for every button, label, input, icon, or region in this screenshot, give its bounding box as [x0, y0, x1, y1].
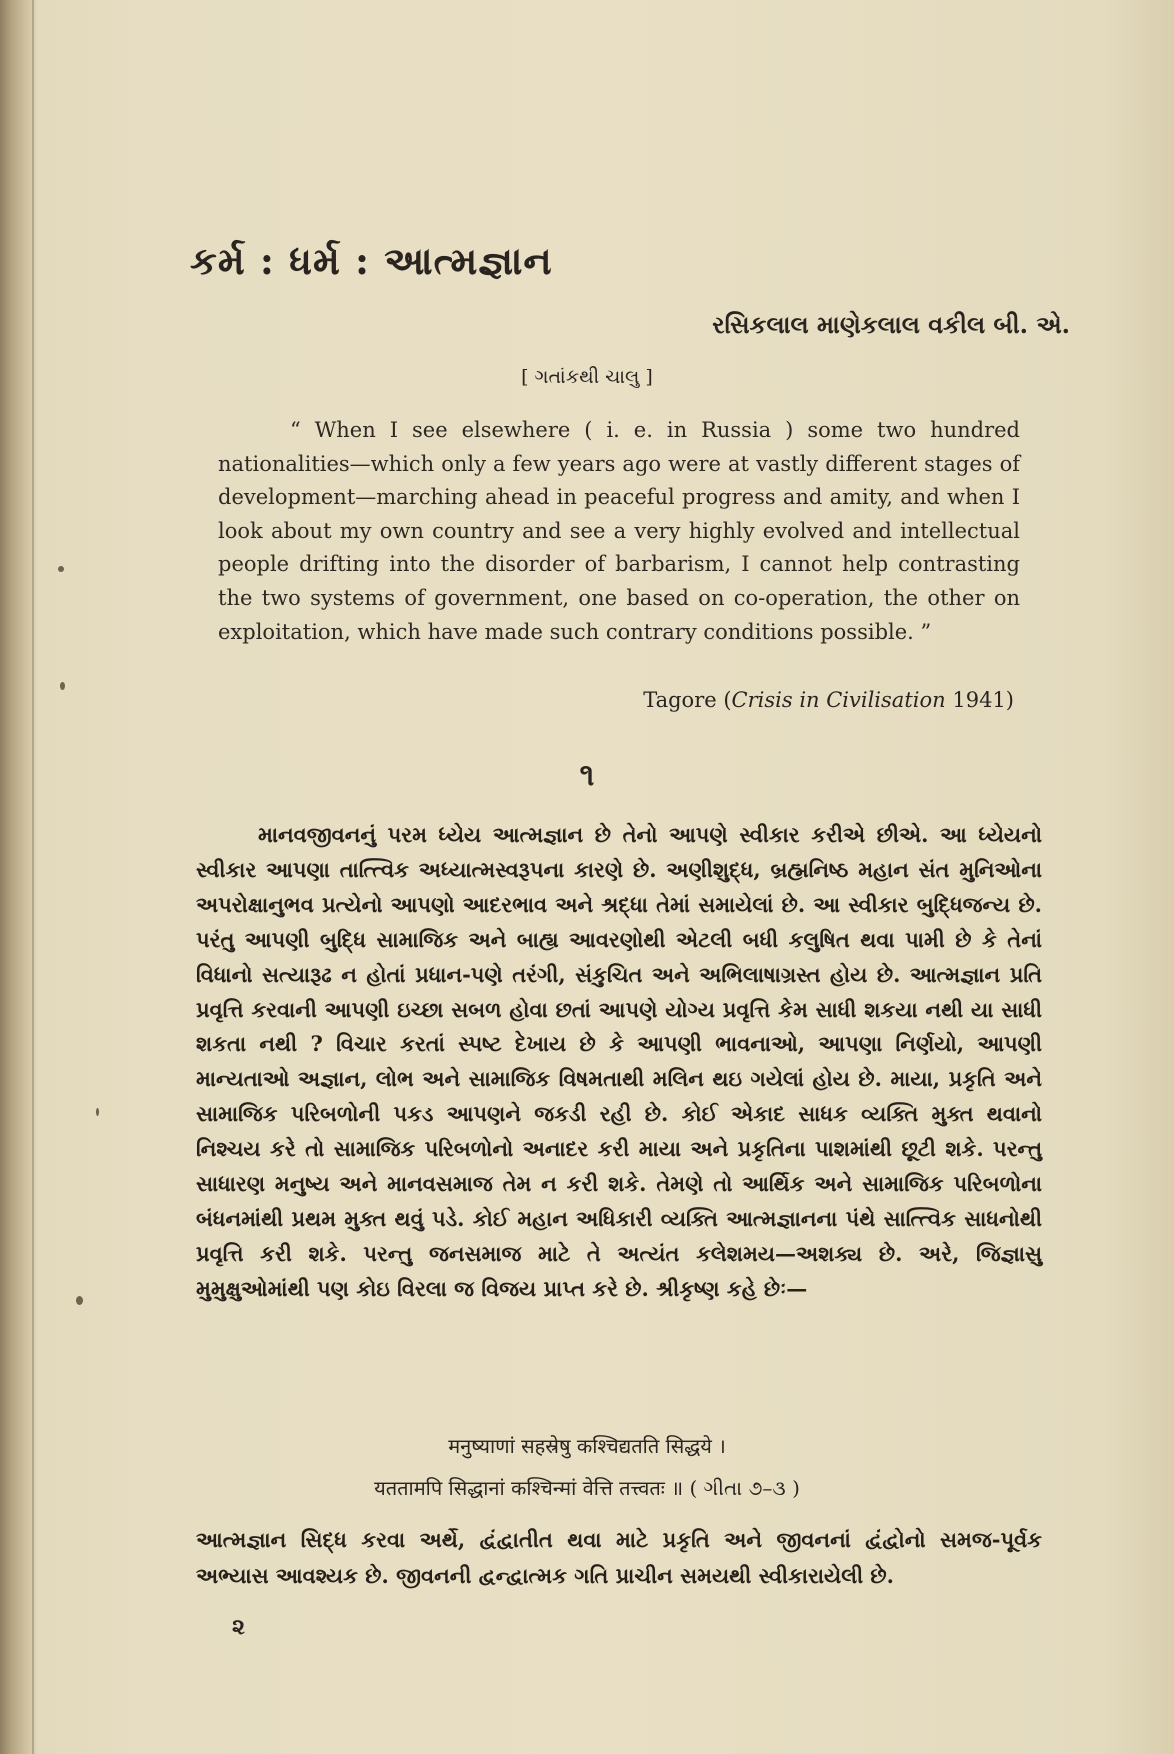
article-title: કર્મ : ધર્મ : આત્મજ્ઞાન [190, 238, 553, 283]
article-author: રસિકલાલ માણેકલાલ વકીલ બી. એ. [712, 310, 1070, 339]
paper-speck [58, 566, 64, 572]
paper-speck [96, 1108, 99, 1116]
epigraph-quote: “ When I see elsewhere ( i. e. in Russia ) some two hundred nationalities—which only a few years ago were at vastly different stages of development—marching ahead in peaceful progress and amity, and when I look about my own country and see a very highly evolved and intellectual people drifting into the disorder of barbarism, I cannot help contrasting the two systems of government, one based on co-operation, the other on exploitation, which have made such contrary conditions possible. ” [218, 418, 1020, 644]
page-number: ૨ [232, 1614, 245, 1640]
paper-speck [76, 1296, 83, 1305]
body-paragraph: આત્મજ્ઞાન સિદ્ધ કરવા અર્થે, દ્વંદ્વાતીત થવા માટે પ્રકૃતિ અને જીવનનાં દ્વંદ્વોનો સમજ-પૂર્વક અભ્યાસ આવશ્યક છે. જીવનની દ્વન્દ્વાત્મક ગતિ પ્રાચીન સમયથી સ્વીકારાયેલી છે. [196, 1527, 1042, 1588]
paper-speck [60, 682, 65, 690]
continued-note: [ ગતાંકથી ચાલુ ] [521, 366, 653, 388]
body-paragraph: માનવજીવનનું પરમ ધ્યેય આત્મજ્ઞાન છે તેનો આપણે સ્વીકાર કરીએ છીએ. આ ધ્યેયનો સ્વીકાર આપણા તાત્ત્વિક અધ્યાત્મસ્વરૂપના કારણે છે. અણીશુદ્ધ, બ્રહ્મનિષ્ઠ મહાન સંત મુનિઓના અપરોક્ષાનુભવ પ્રત્યેનો આપણો આદરભાવ અને શ્રદ્ધા તેમાં સમાયેલાં છે. આ સ્વીકાર બુદ્ધિજન્ય છે. પરંતુ આપણી બુદ્ધિ સામાજિક અને બાહ્ય આવરણોથી એટલી બધી કલુષિત થવા પામી છે કે તેનાં વિધાનો સત્યારૂઢ ન હોતાં પ્રધાન-પણે તરંગી, સંકુચિત અને અભિલાષાગ્રસ્ત હોય છે. આત્મજ્ઞાન પ્રતિ પ્રવૃત્તિ કરવાની આપણી ઇચ્છા સબળ હોવા છતાં આપણે યોગ્ય પ્રવૃત્તિ કેમ સાધી શકયા નથી યા સાધી શકતા નથી ? વિચાર કરતાં સ્પષ્ટ દેખાય છે કે આપણી ભાવનાઓ, આપણા નિર્ણયો, આપણી માન્યતાઓ અજ્ઞાન, લોભ અને સામાજિક વિષમતાથી મલિન થઇ ગયેલાં હોય છે. માયા, પ્રકૃતિ અને સામાજિક પરિબળોની પકડ આપણને જકડી રહી છે. કોઈ એકાદ સાધક વ્યક્તિ મુક્ત થવાનો નિશ્ચય કરે તો સામાજિક પરિબળોનો અનાદર કરી માયા અને પ્રકૃતિના પાશમાંથી છૂટી શકે. પરન્તુ સાધારણ મનુષ્ય અને માનવસમાજ તેમ ન કરી શકે. તેમણે તો આર્થિક અને સામાજિક પરિબળોના બંધનમાંથી પ્રથમ મુક્ત થવું પડે. કોઈ મહાન અધિકારી વ્યક્તિ આત્મજ્ઞાનના પંથે સાત્ત્વિક સાધનોથી પ્રવૃત્તિ કરી શકે. પરન્તુ જનસમાજ માટે તે અત્યંત કલેશમય—અશક્ય છે. અરે, જિજ્ઞાસુ મુમુક્ષુઓમાંથી પણ કોઇ વિરલા જ વિજય પ્રાપ્ત કરે છે. શ્રીકૃષ્ણ કહે છેઃ— [196, 822, 1042, 1301]
section-number: ૧ [579, 758, 595, 793]
epigraph-attribution: Tagore (Crisis in Civilisation 1941) [643, 688, 1014, 712]
verse-line: यततामपि सिद्धानां कश्चिन्मां वेत्ति तत्त्वतः ॥ ( ગીતા ૭–૩ ) [374, 1476, 800, 1500]
epigraph-year: 1941 [952, 688, 1006, 712]
epigraph-work: Crisis in Civilisation [731, 688, 946, 712]
epigraph-author: Tagore [643, 688, 717, 712]
verse-line: मनुष्याणां सहस्रेषु कश्चिद्यतति सिद्धये । [448, 1434, 726, 1458]
